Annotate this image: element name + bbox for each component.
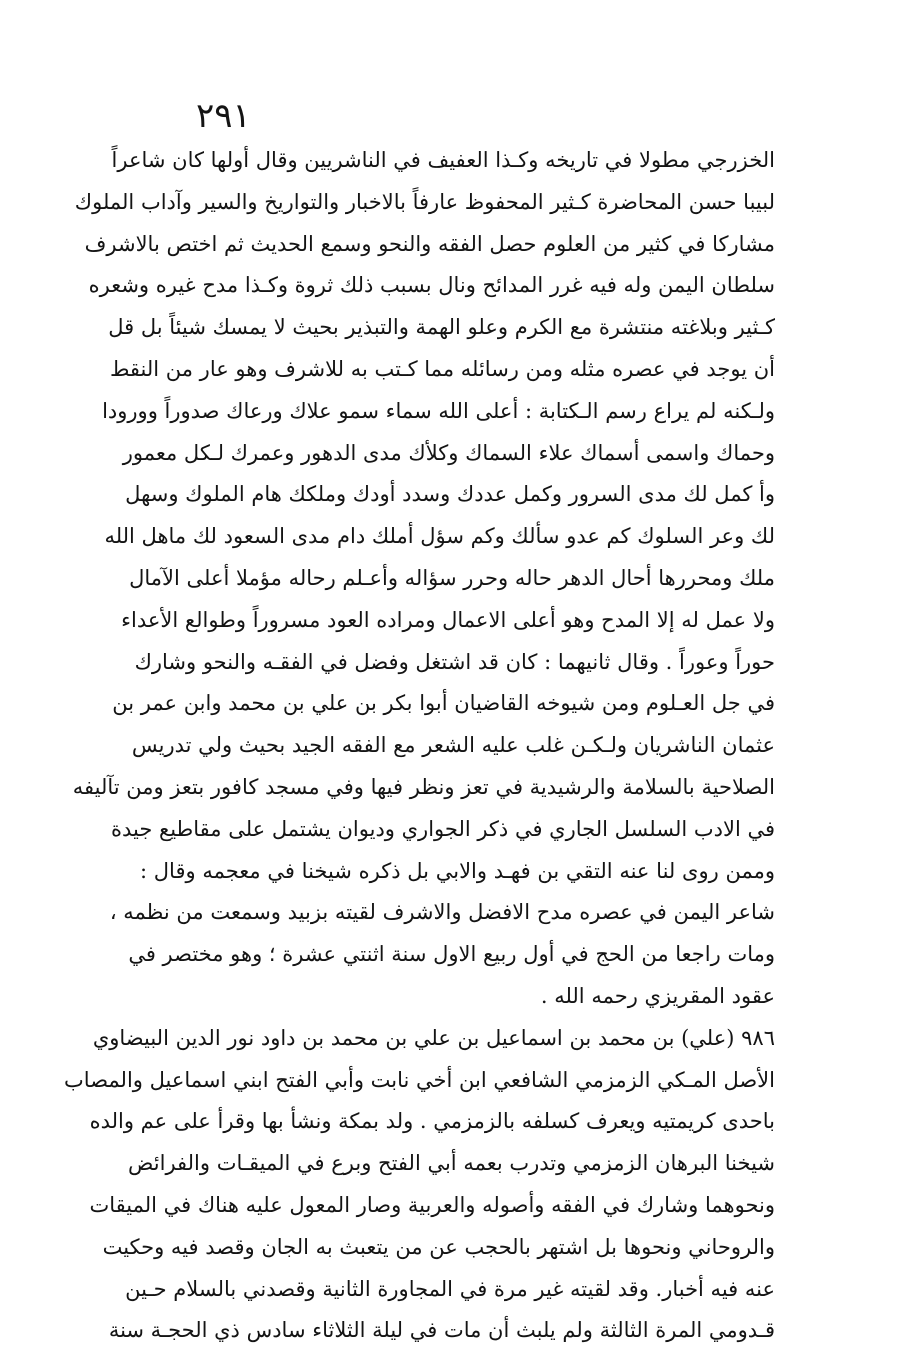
text-line: الخزرجي مطولا في تاريخه وكـذا العفيف في الناشريين وقال أولها كان شاعراً [111,148,775,172]
text-line: سلطان اليمن وله فيه غرر المدائح ونال بسبب ذلك ثروة وكـذا مدح غيره وشعره [88,273,775,298]
text-line: شيخنا البرهان الزمزمي وتدرب بعمه أبي الفتح وبرع في الميقـات والفرائض [128,1151,775,1176]
page-number: ٢٩١ [196,96,251,136]
text-line: في جل العـلوم ومن شيوخه القاضيان أبوا بكر بن علي بن محمد وابن عمر بن [112,691,775,716]
page-text-block [64,140,775,1352]
text-line: عنه فيه أخبار. وقد لقيته غير مرة في المجاورة الثانية وقصدني بالسلام حـين [125,1276,775,1301]
text-line: مشاركا في كثير من العلوم حصل الفقه والنحو وسمع الحديث ثم اختص بالاشرف [84,231,775,256]
text-line: أن يوجد في عصره مثله ومن رسائله مما كـتب به للاشرف وهو عار من النقط [109,356,775,381]
text-line: ولا عمل له إلا المدح وهو أعلى الاعمال ومراده العود مسروراً وطوالع الأعداء [121,607,775,632]
text-line: لبيبا حسن المحاضرة كـثير المحفوظ عارفاً بالاخبار والتواريخ والسير وآداب الملوك [74,189,775,214]
text-line: والروحاني ونحوها بل اشتهر بالحجب عن من يتعبث به الجان وقصد فيه وحكيت [102,1234,775,1259]
text-line: الصلاحية بالسلامة والرشيدية في تعز ونظر فيها وفي مسجد كافور بتعز ومن تآليفه [72,774,775,799]
text-line: باحدى كريمتيه ويعرف كسلفه بالزمزمي . ولد بمكة ونشأ بها وقرأ على عم والده [89,1109,775,1134]
text-line: حوراً وعوراً . وقال ثانيهما : كان قد اشتغل وفضل في الفقـه والنحو وشارك [134,649,775,674]
text-line: وأ كمل لك مدى السرور وكمل عددك وسدد أودك وملكك هام الملوك وسهل [125,482,775,507]
text-line: كـثير وبلاغته منتشرة مع الكرم وعلو الهمة والتبذير بحيث لا يمسك شيئاً بل قل [108,315,775,340]
text-line: ومات راجعا من الحج في أول ربيع الاول سنة اثنتي عشرة ؛ وهو مختصر في [128,942,775,967]
text-line: قـدومي المرة الثالثة ولم يلبث أن مات في ليلة الثلاثاء سادس ذي الحجـة سنة [108,1318,775,1343]
text-line: الأصل المـكي الزمزمي الشافعي ابن أخي نابت وأبي الفتح ابني اسماعيل والمصاب [64,1067,775,1092]
text-line: شاعر اليمن في عصره مدح الافضل والاشرف لقيته بزبيد وسمعت من نظمه ، [109,900,775,925]
text-line: ولـكنه لم يراع رسم الـكتابة : أعلى الله سماء سمو علاك ورعاك صدوراً وورودا [102,398,775,423]
text-line: لك وعر السلوك كم عدو سألك وكم سؤل أملك دام مدى السعود لك ماهل الله [104,524,775,549]
text-line: في الادب السلسل الجاري في ذكر الجواري وديوان يشتمل على مقاطيع جيدة [111,816,775,841]
text-line: ونحوهما وشارك في الفقه وأصوله والعربية وصار المعول عليه هناك في الميقات [89,1192,775,1217]
text-line: عقود المقريزي رحمه الله . [540,983,775,1008]
text-line: ملك ومحررها أحال الدهر حاله وحرر سؤاله وأعـلم رحاله مؤملا أعلى الآمال [129,565,775,590]
text-line: وحماك واسمى أسماك علاء السماك وكلأك مدى الدهور وعمرك لـكل معمور [122,440,775,465]
text-line: وممن روى لنا عنه التقي بن فهـد والابي بل ذكره شيخنا في معجمه وقال : [140,858,775,883]
entry-heading-line: ٩٨٦ (علي) بن محمد بن اسماعيل بن علي بن محمد بن داود نور الدين البيضاوي [92,1025,775,1050]
text-line: عثمان الناشريان ولـكـن غلب عليه الشعر مع الفقه الجيد بحيث ولي تدريس [131,733,775,758]
